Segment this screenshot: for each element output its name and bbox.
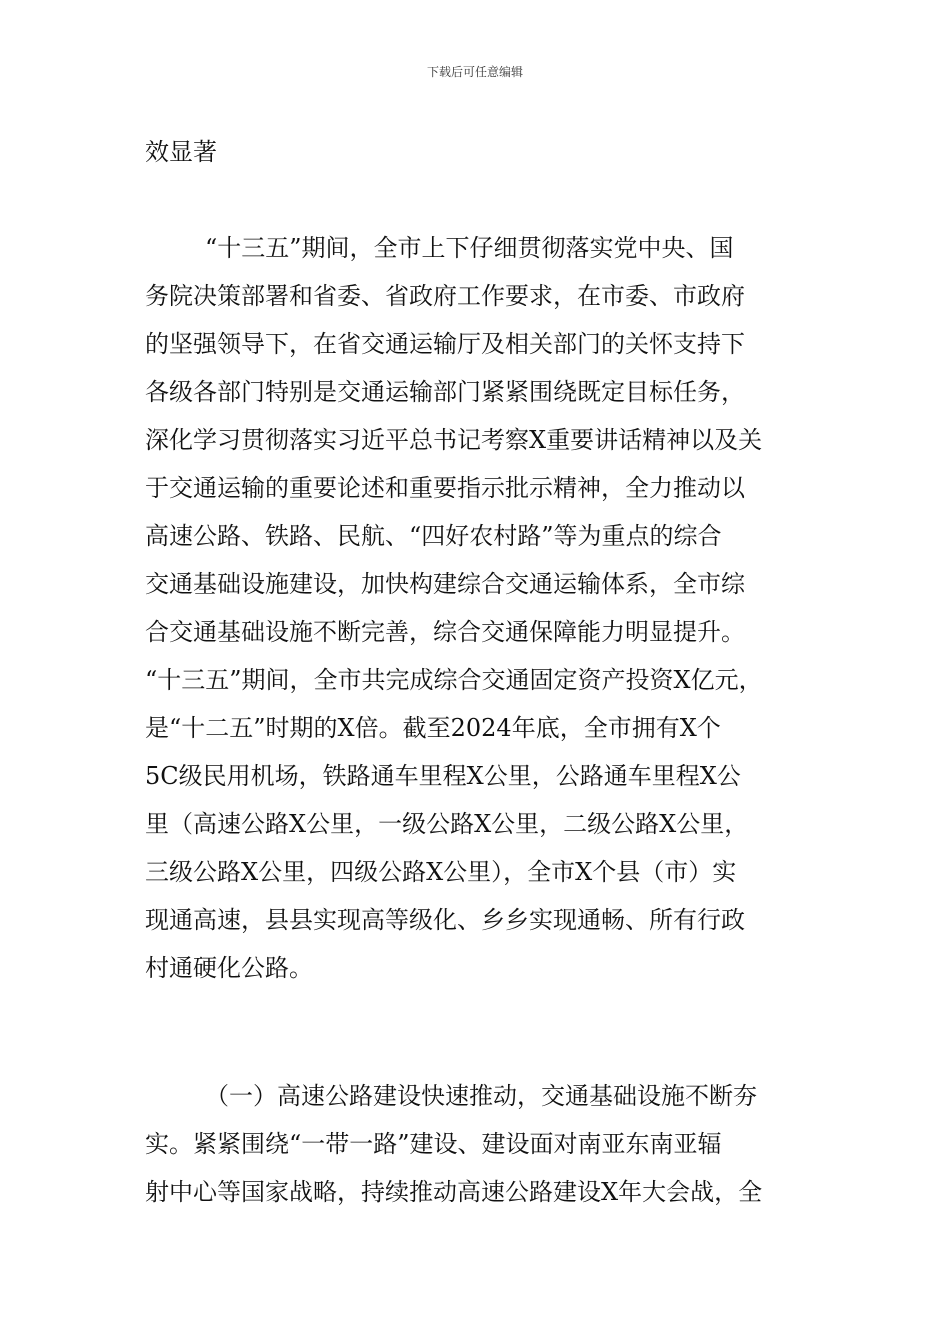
text-line: 的坚强领导下，在省交通运输厅及相关部门的关怀支持下: [145, 330, 745, 358]
paragraph-section-one: [145, 1072, 810, 1216]
text-line: 村通硬化公路。: [145, 954, 313, 982]
text-line: 射中心等国家战略，持续推动高速公路建设X年大会战，全: [145, 1178, 763, 1206]
text-line: 实。紧紧围绕“一带一路”建设、建设面对南亚东南亚辐: [145, 1130, 722, 1158]
text-line: 5C级民用机场，铁路通车里程X公里，公路通车里程X公: [145, 762, 741, 790]
text-line: 现通高速，县县实现高等级化、乡乡实现通畅、所有行政: [145, 906, 745, 934]
text-line: 里（高速公路X公里，一级公路X公里，二级公路X公里，: [145, 810, 749, 838]
text-line: 交通基础设施建设，加快构建综合交通运输体系，全市综: [145, 570, 745, 598]
text-line: 合交通基础设施不断完善，综合交通保障能力明显提升。: [145, 618, 745, 646]
paragraph-13th-five-year: [145, 224, 810, 992]
text-line: 三级公路X公里，四级公路X公里），全市X个县（市）实: [145, 858, 737, 886]
text-line: 深化学习贯彻落实习近平总书记考察X重要讲话精神以及关: [145, 426, 763, 454]
text-line: 于交通运输的重要论述和重要指示批示精神，全力推动以: [145, 474, 745, 502]
text-line: “十三五”期间，全市共完成综合交通固定资产投资X亿元，: [145, 666, 763, 694]
text-line: 是“十二五”时期的X倍。截至2024年底，全市拥有X个: [145, 714, 721, 742]
text-line: （一）高速公路建设快速推动，交通基础设施不断夯: [205, 1082, 757, 1110]
page-header-note: 下载后可任意编辑: [426, 65, 523, 79]
text-line: 各级各部门特别是交通运输部门紧紧围绕既定目标任务，: [145, 378, 745, 406]
text-line: “十三五”期间，全市上下仔细贯彻落实党中央、国: [205, 234, 734, 262]
text-line: 高速公路、铁路、民航、“四好农村路”等为重点的综合: [145, 522, 722, 550]
text-line: 效显著: [145, 138, 217, 166]
text-line: 务院决策部署和省委、省政府工作要求，在市委、市政府: [145, 282, 745, 310]
paragraph-continuation: [145, 128, 810, 176]
